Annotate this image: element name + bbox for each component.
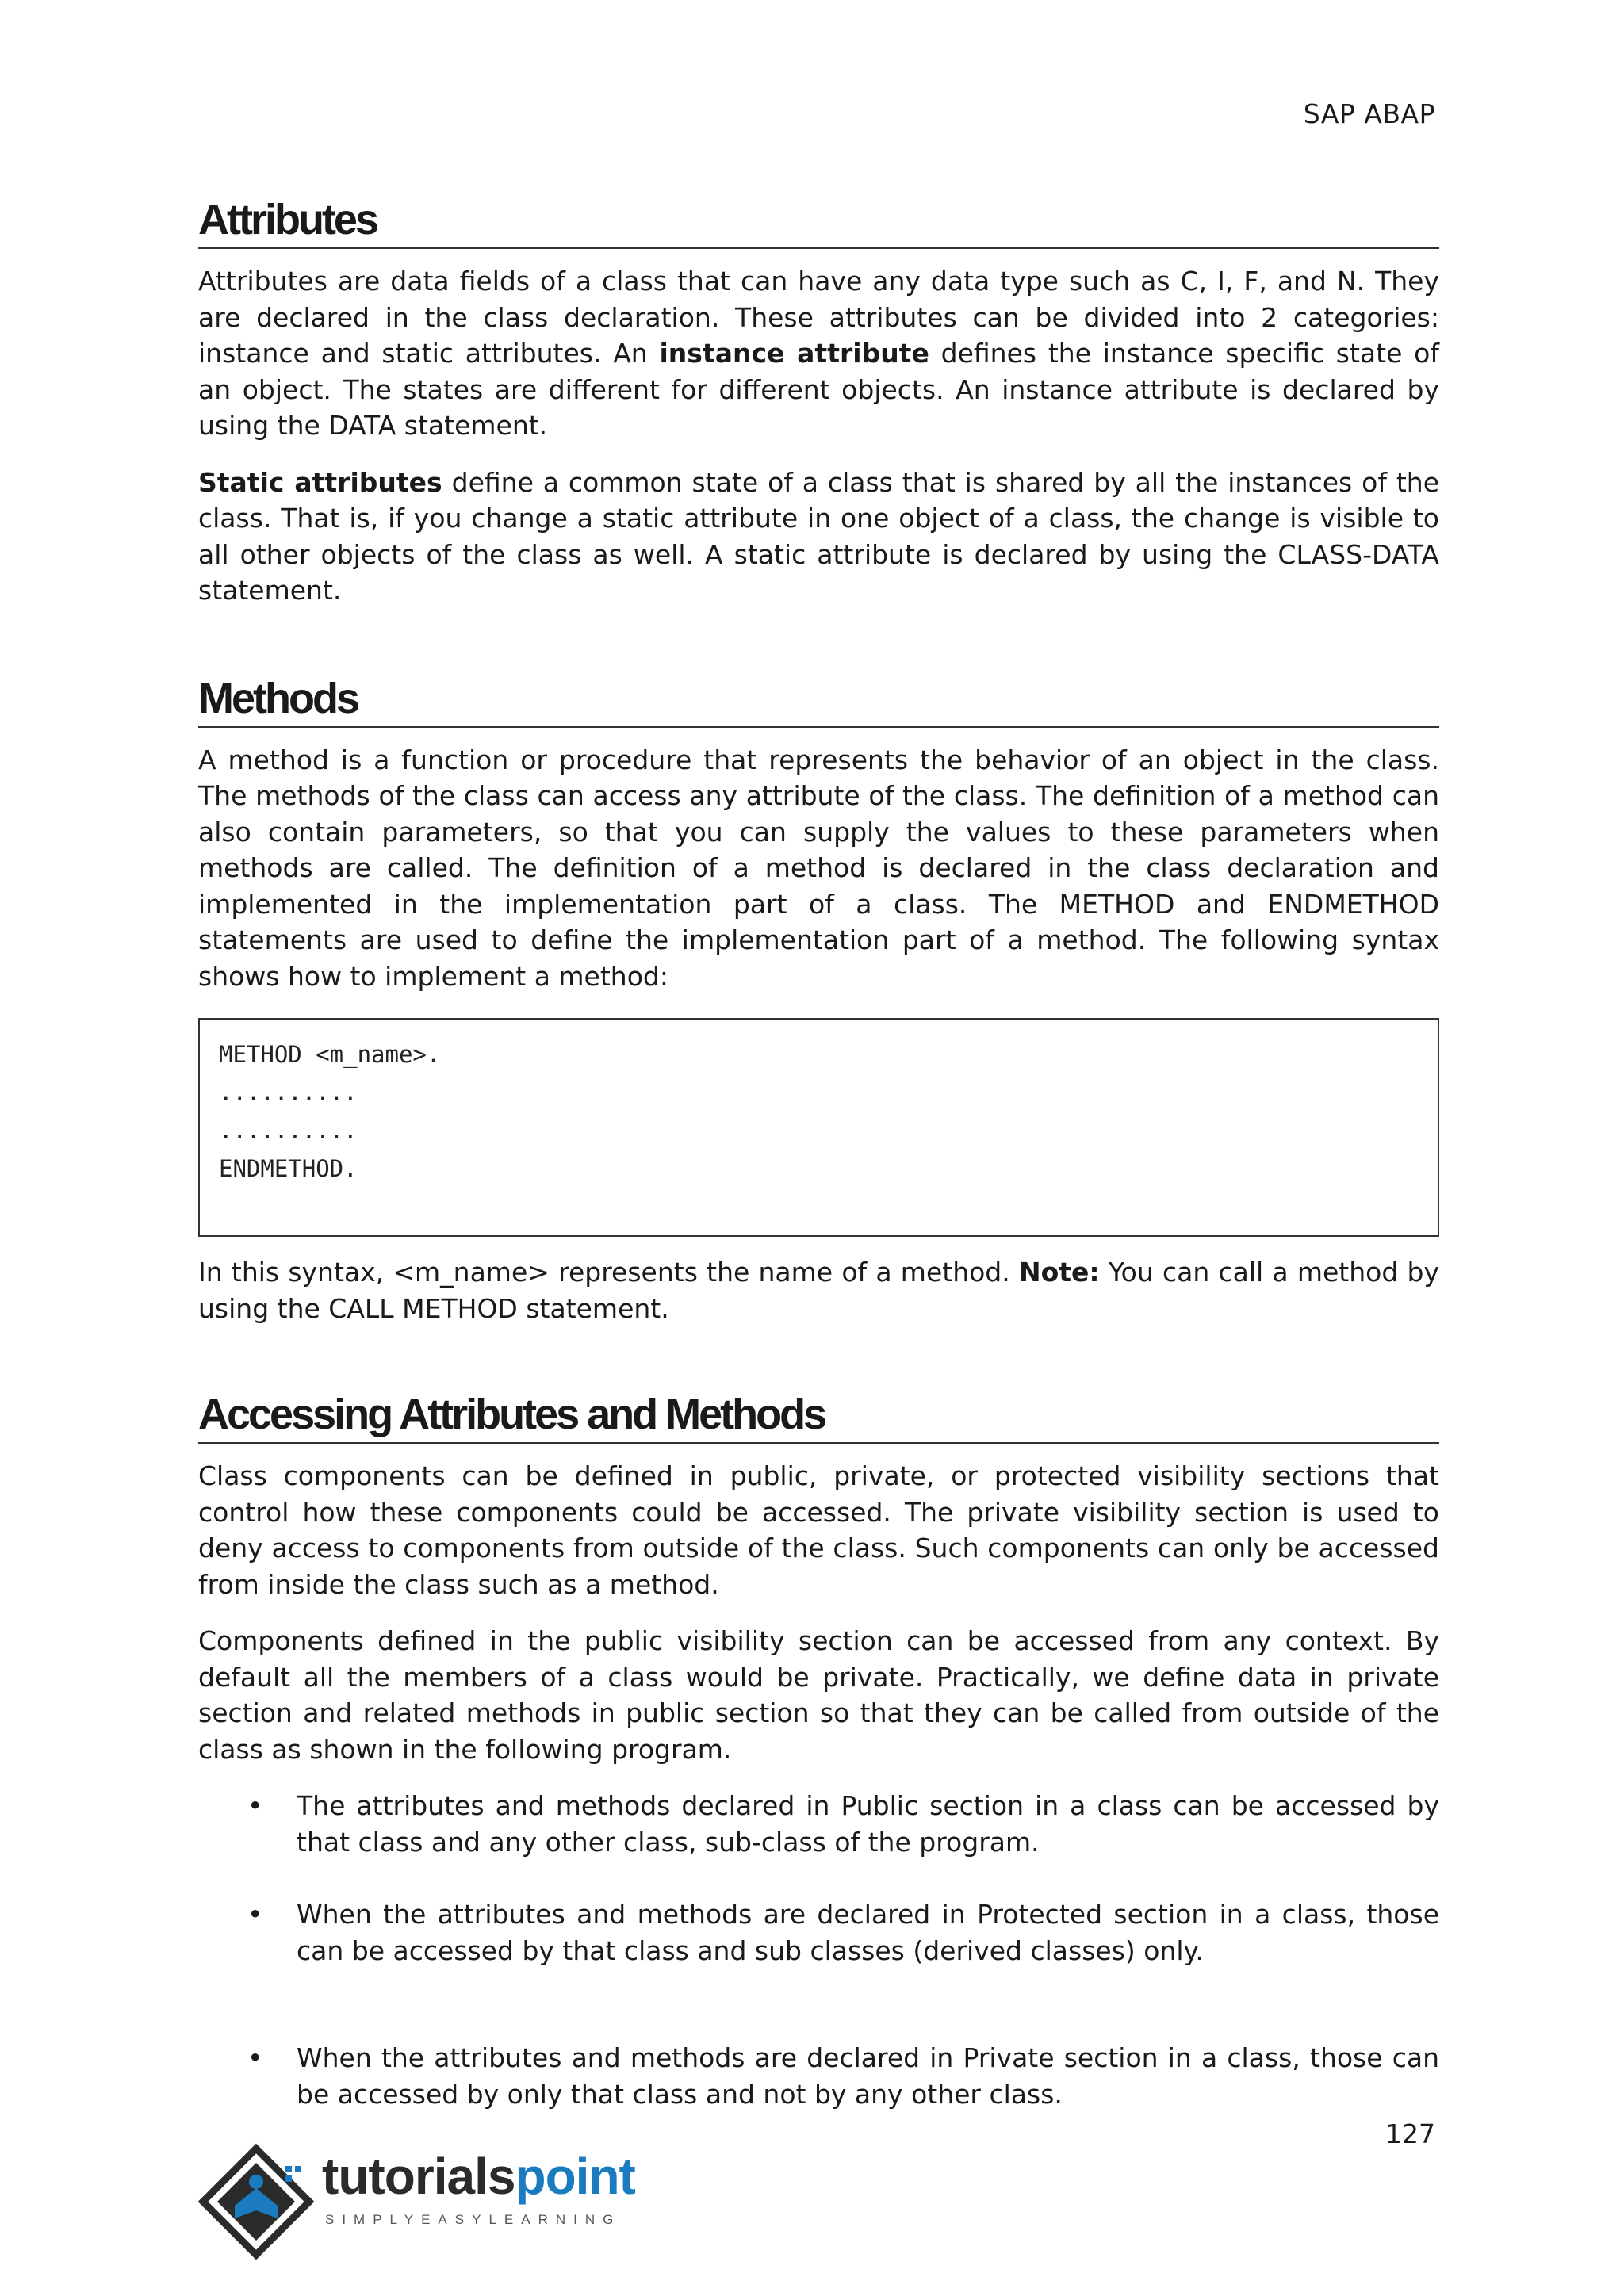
methods-paragraph-2 — [198, 1254, 1439, 1326]
bullet-icon: • — [247, 1899, 263, 1930]
bullet-icon: • — [247, 1790, 263, 1821]
attributes-heading: Attributes — [198, 192, 1439, 249]
list-item-text: When the attributes and methods are declared in Protected section in a class, those can be accessed by that class and sub classes (derived classes) only. — [297, 1899, 1439, 1966]
text-run: Attributes are data fields of a class that can have any data type such as C, I, F, and N. They are declared in the class declaration. These attributes can be divided into 2 categories: instance and static attributes. An — [198, 266, 1439, 369]
code-line: .......... — [219, 1117, 358, 1144]
list-item-text: The attributes and methods declared in Public section in a class can be accessed by that class and any other class, sub-class of the program. — [297, 1790, 1439, 1858]
list-item-text: When the attributes and methods are declared in Private section in a class, those can be accessed by only that class and not by any other class. — [297, 2042, 1439, 2110]
bold-term: instance attribute — [659, 338, 929, 369]
accessing-heading: Accessing Attributes and Methods — [198, 1387, 1439, 1444]
accessing-paragraph-1: Class components can be defined in public, private, or protected visibility sections that control how these components could be accessed. The private visibility section is used to deny access to components from outside of the class. Such components can only be accessed from inside the class such as a method. — [198, 1460, 1439, 1600]
accessing-paragraph-2: Components defined in the public visibility section can be accessed from any context. By default all the members of a class would be private. Practically, we define data in private section and related methods in public section so that they can be called from outside of the class as shown in the following program. — [198, 1625, 1439, 1765]
page-number: 127 — [1385, 2118, 1435, 2149]
logo-wordmark — [322, 2149, 635, 2204]
logo-diamond-icon — [197, 2142, 316, 2261]
code-line: ENDMETHOD. — [219, 1155, 358, 1182]
list-item — [198, 2040, 1439, 2112]
attributes-paragraph-2 — [198, 465, 1439, 609]
bold-term: Static attributes — [198, 466, 442, 498]
note-label: Note: — [1018, 1257, 1100, 1288]
code-block — [198, 1018, 1439, 1237]
text-run: In this syntax, <m_name> represents the name of a method. — [198, 1257, 1019, 1288]
methods-heading: Methods — [198, 671, 1439, 728]
text-run: You can call a method by using the CALL METHOD statement. — [198, 1257, 1439, 1324]
methods-paragraph-1: A method is a function or procedure that represents the behavior of an object in the class. The methods of the class can access any attribute of the class. The definition of a method can also contain parameters, so that you can supply the values to these parameters when methods are called. The definition of a method is declared in the class declaration and implemented in the implementation part of a class. The METHOD and ENDMETHOD statements are used to define the implementation part of a method. The following syntax shows how to implement a method: — [198, 744, 1439, 992]
list-item — [198, 1896, 1439, 1969]
page-content — [198, 192, 1439, 2112]
code-line: METHOD <m_name>. — [219, 1041, 441, 1068]
bullet-icon: • — [247, 2042, 263, 2073]
code-line: .......... — [219, 1079, 358, 1106]
running-header: SAP ABAP — [1303, 98, 1435, 129]
text-run: define a common state of a class that is shared by all the instances of the class. That is, if you change a static attribute in one object of a class, the change is visible to all other objects of the class as well. A static attribute is declared by using the CLASS-DATA statement. — [198, 466, 1440, 606]
text-run: defines the instance specific state of an object. The states are different for different objects. An instance attribute is declared by using the DATA statement. — [198, 338, 1439, 441]
logo-text-part2: point — [515, 2148, 635, 2205]
tutorialspoint-logo — [197, 2142, 641, 2261]
bullet-list — [198, 1788, 1439, 2112]
list-item — [198, 1788, 1439, 1860]
logo-text-part1: tutorials — [322, 2148, 515, 2205]
logo-tagline: SIMPLYEASYLEARNING — [325, 2212, 622, 2227]
attributes-paragraph-1 — [198, 263, 1439, 444]
